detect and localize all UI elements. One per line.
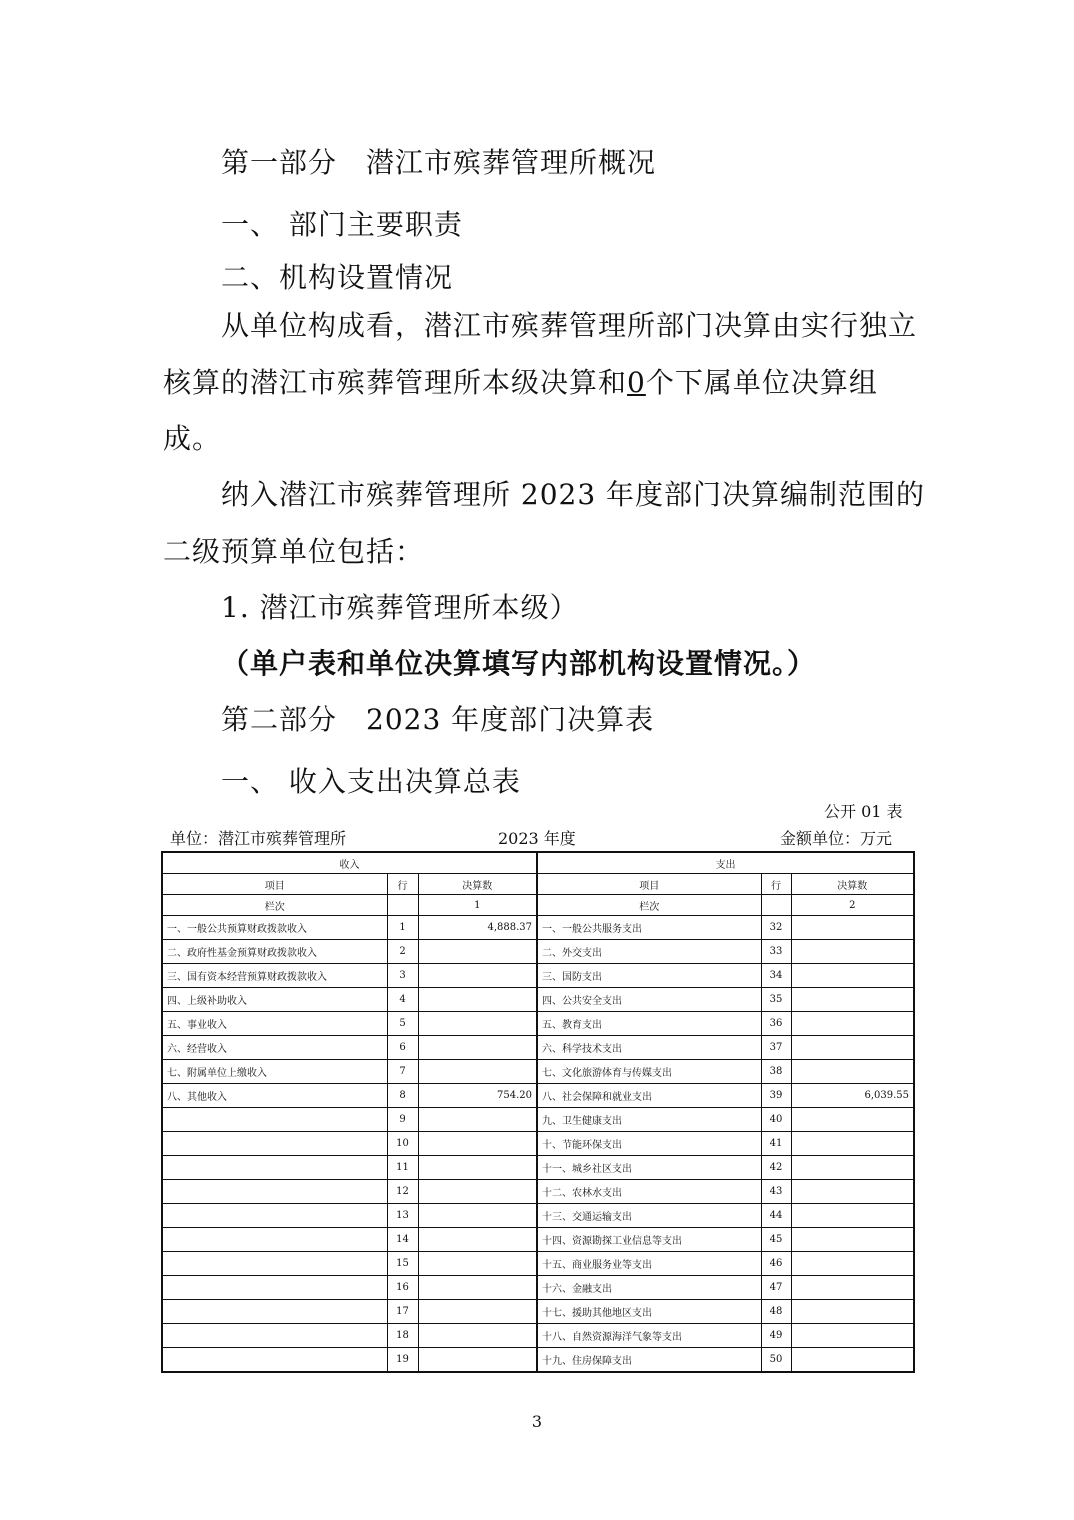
lanci-col2: 2 [791, 895, 914, 916]
lanci-empty2 [761, 895, 791, 916]
income-item [162, 1276, 387, 1300]
expense-row-no: 33 [761, 940, 791, 964]
income-amount [418, 1132, 537, 1156]
lanci-col1: 1 [418, 895, 537, 916]
income-row-no: 11 [387, 1156, 418, 1180]
table-row [162, 1060, 914, 1084]
para2-line2: 二级预算单位包括： [163, 535, 425, 568]
expense-item: 五、教育支出 [537, 1012, 761, 1036]
expense-amount [791, 988, 914, 1012]
income-item: 二、政府性基金预算财政拨款收入 [162, 940, 387, 964]
expense-item: 一、一般公共服务支出 [537, 916, 761, 940]
expense-row-no: 50 [761, 1348, 791, 1373]
table-row [162, 1348, 914, 1373]
expense-row-no: 42 [761, 1156, 791, 1180]
table-row [162, 1108, 914, 1132]
section-duties-heading: 一、 部门主要职责 [221, 208, 463, 241]
income-item: 一、一般公共预算财政拨款收入 [162, 916, 387, 940]
para1-line3: 成。 [163, 422, 222, 455]
table-column-header-row [162, 874, 914, 895]
income-row-no: 7 [387, 1060, 418, 1084]
para1-line2-post: 个下属单位决算组 [645, 366, 878, 399]
expense-item: 七、文化旅游体育与传媒支出 [537, 1060, 761, 1084]
income-row-no: 5 [387, 1012, 418, 1036]
table-row [162, 1084, 914, 1108]
col-row2-header: 行 [761, 874, 791, 895]
income-item [162, 1324, 387, 1348]
income-item [162, 1204, 387, 1228]
expense-amount [791, 1204, 914, 1228]
income-amount [418, 1300, 537, 1324]
expense-item: 十五、商业服务业等支出 [537, 1252, 761, 1276]
income-amount [418, 1348, 537, 1373]
lanci-empty [387, 895, 418, 916]
expense-amount: 6,039.55 [791, 1084, 914, 1108]
table-row [162, 1180, 914, 1204]
income-amount [418, 1156, 537, 1180]
income-row-no: 18 [387, 1324, 418, 1348]
income-row-no: 8 [387, 1084, 418, 1108]
income-item [162, 1156, 387, 1180]
expense-row-no: 45 [761, 1228, 791, 1252]
table-row [162, 940, 914, 964]
expense-item: 九、卫生健康支出 [537, 1108, 761, 1132]
expense-amount [791, 1108, 914, 1132]
table-row [162, 1300, 914, 1324]
section-structure-heading: 二、机构设置情况 [221, 261, 454, 294]
income-amount [418, 940, 537, 964]
income-row-no: 17 [387, 1300, 418, 1324]
expense-item: 六、科学技术支出 [537, 1036, 761, 1060]
income-row-no: 1 [387, 916, 418, 940]
note: （单户表和单位决算填写内部机构设置情况。） [221, 647, 817, 680]
lanci-label: 栏次 [162, 895, 387, 916]
expense-item: 十四、资源勘探工业信息等支出 [537, 1228, 761, 1252]
expense-row-no: 40 [761, 1108, 791, 1132]
expense-row-no: 41 [761, 1132, 791, 1156]
table-row [162, 1276, 914, 1300]
expense-item: 十一、城乡社区支出 [537, 1156, 761, 1180]
income-row-no: 3 [387, 964, 418, 988]
income-item [162, 1132, 387, 1156]
expense-amount [791, 964, 914, 988]
page-number: 3 [531, 1412, 543, 1431]
col-item2-header: 项目 [537, 874, 761, 895]
expense-amount [791, 1300, 914, 1324]
income-item [162, 1348, 387, 1373]
income-row-no: 16 [387, 1276, 418, 1300]
expense-row-no: 34 [761, 964, 791, 988]
income-amount [418, 1108, 537, 1132]
expense-amount [791, 1036, 914, 1060]
para2-line1: 纳入潜江市殡葬管理所 2023 年度部门决算编制范围的 [221, 478, 926, 511]
expense-amount [791, 1348, 914, 1373]
expense-item: 十八、自然资源海洋气象等支出 [537, 1324, 761, 1348]
income-item: 五、事业收入 [162, 1012, 387, 1036]
para1-line1: 从单位构成看，潜江市殡葬管理所部门决算由实行独立 [221, 309, 918, 342]
income-row-no: 6 [387, 1036, 418, 1060]
expense-row-no: 39 [761, 1084, 791, 1108]
table-row [162, 1036, 914, 1060]
income-row-no: 9 [387, 1108, 418, 1132]
income-row-no: 12 [387, 1180, 418, 1204]
income-amount [418, 1228, 537, 1252]
col-row-header: 行 [387, 874, 418, 895]
expense-item: 十三、交通运输支出 [537, 1204, 761, 1228]
expense-item: 二、外交支出 [537, 940, 761, 964]
expense-item: 四、公共安全支出 [537, 988, 761, 1012]
income-amount [418, 1276, 537, 1300]
item1: 1. 潜江市殡葬管理所本级） [221, 591, 579, 624]
income-item [162, 1228, 387, 1252]
income-amount [418, 964, 537, 988]
income-item [162, 1300, 387, 1324]
income-amount [418, 1012, 537, 1036]
expense-row-no: 37 [761, 1036, 791, 1060]
table-row [162, 1204, 914, 1228]
table-year: 2023 年度 [498, 829, 576, 848]
income-amount: 754.20 [418, 1084, 537, 1108]
expense-amount [791, 1228, 914, 1252]
income-row-no: 15 [387, 1252, 418, 1276]
expense-row-no: 46 [761, 1252, 791, 1276]
table-money-unit: 金额单位：万元 [780, 829, 893, 848]
table-row [162, 1324, 914, 1348]
income-amount [418, 1180, 537, 1204]
table-row [162, 916, 914, 940]
income-row-no: 14 [387, 1228, 418, 1252]
expense-amount [791, 916, 914, 940]
expense-row-no: 44 [761, 1204, 791, 1228]
income-amount: 4,888.37 [418, 916, 537, 940]
income-row-no: 13 [387, 1204, 418, 1228]
income-amount [418, 1252, 537, 1276]
expense-item: 十九、住房保障支出 [537, 1348, 761, 1373]
income-amount [418, 1036, 537, 1060]
table-row [162, 1156, 914, 1180]
expense-row-no: 35 [761, 988, 791, 1012]
expense-item: 十二、农林水支出 [537, 1180, 761, 1204]
expense-amount [791, 1276, 914, 1300]
expense-amount [791, 940, 914, 964]
table-group-header-row [162, 852, 914, 874]
col-amount2-header: 决算数 [791, 874, 914, 895]
para1-line2-pre: 核算的潜江市殡葬管理所本级决算和 [163, 366, 628, 399]
table-row [162, 1228, 914, 1252]
income-header: 收入 [162, 852, 537, 874]
table-title: 一、 收入支出决算总表 [221, 765, 521, 798]
table-code: 公开 01 表 [824, 802, 903, 821]
lanci-label2: 栏次 [537, 895, 761, 916]
income-item [162, 1180, 387, 1204]
table-unit: 单位：潜江市殡葬管理所 [170, 829, 347, 848]
expense-amount [791, 1180, 914, 1204]
expense-amount [791, 1156, 914, 1180]
table-row [162, 1132, 914, 1156]
expense-row-no: 47 [761, 1276, 791, 1300]
part1-title: 第一部分 潜江市殡葬管理所概况 [221, 146, 657, 179]
expense-row-no: 38 [761, 1060, 791, 1084]
col-item-header: 项目 [162, 874, 387, 895]
income-item [162, 1252, 387, 1276]
expense-row-no: 43 [761, 1180, 791, 1204]
income-row-no: 2 [387, 940, 418, 964]
expense-item: 十、节能环保支出 [537, 1132, 761, 1156]
expense-row-no: 49 [761, 1324, 791, 1348]
table-row [162, 1012, 914, 1036]
table-lanci-row [162, 895, 914, 916]
income-row-no: 10 [387, 1132, 418, 1156]
income-item: 三、国有资本经营预算财政拨款收入 [162, 964, 387, 988]
col-amount-header: 决算数 [418, 874, 537, 895]
expense-item: 八、社会保障和就业支出 [537, 1084, 761, 1108]
income-row-no: 4 [387, 988, 418, 1012]
income-amount [418, 1204, 537, 1228]
income-item: 四、上级补助收入 [162, 988, 387, 1012]
expense-item: 十七、援助其他地区支出 [537, 1300, 761, 1324]
income-item: 八、其他收入 [162, 1084, 387, 1108]
expense-item: 十六、金融支出 [537, 1276, 761, 1300]
expense-header: 支出 [537, 852, 914, 874]
expense-item: 三、国防支出 [537, 964, 761, 988]
expense-row-no: 36 [761, 1012, 791, 1036]
expense-amount [791, 1252, 914, 1276]
income-item [162, 1108, 387, 1132]
expense-amount [791, 1012, 914, 1036]
expense-amount [791, 1060, 914, 1084]
table-row [162, 988, 914, 1012]
income-amount [418, 988, 537, 1012]
income-expense-table [161, 851, 915, 1373]
table-row [162, 964, 914, 988]
income-row-no: 19 [387, 1348, 418, 1373]
income-item: 六、经营收入 [162, 1036, 387, 1060]
table-row [162, 1252, 914, 1276]
income-amount [418, 1060, 537, 1084]
para1-line2 [163, 361, 878, 401]
expense-row-no: 32 [761, 916, 791, 940]
part2-title: 第二部分 2023 年度部门决算表 [221, 703, 655, 736]
income-amount [418, 1324, 537, 1348]
expense-row-no: 48 [761, 1300, 791, 1324]
expense-amount [791, 1324, 914, 1348]
expense-amount [791, 1132, 914, 1156]
income-item: 七、附属单位上缴收入 [162, 1060, 387, 1084]
subunit-count: 0 [627, 366, 646, 399]
